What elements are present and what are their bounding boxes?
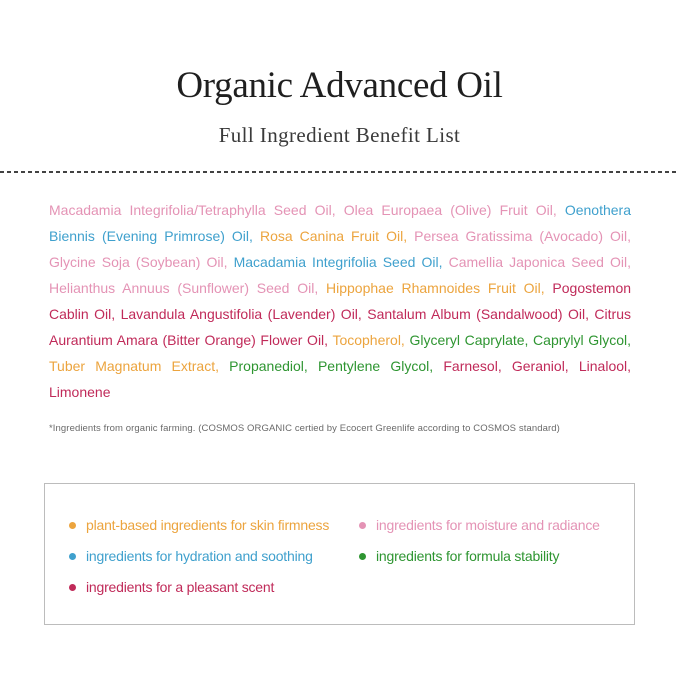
legend-dot-icon <box>69 553 76 560</box>
legend-dot-icon <box>69 584 76 591</box>
ingredient-segment: Persea Gratissima (Avocado) Oil, Glycine Soja (Soybean) Oil, <box>49 228 632 270</box>
page-title: Organic Advanced Oil <box>176 65 503 106</box>
page-subtitle: Full Ingredient Benefit List <box>218 123 461 147</box>
organic-farming-footnote: *Ingredients from organic farming. (COSMOS ORGANIC certied by Ecocert Greenlife according to COSMOS standard) <box>49 423 560 434</box>
ingredient-segment: Macadamia Integrifolia/Tetraphylla Seed Oil, Olea Europaea (Olive) Fruit Oil, <box>49 202 557 218</box>
ingredient-segment: Macadamia Integrifolia Seed Oil, <box>233 254 443 270</box>
legend-item <box>69 516 359 534</box>
legend-dot-icon <box>359 553 366 560</box>
ingredient-segment: Rosa Canina Fruit Oil, <box>259 228 408 244</box>
legend-label: ingredients for formula stability <box>376 548 560 564</box>
legend-item <box>359 516 624 534</box>
ingredient-segment: Oenothera Biennis (Evening Primrose) Oil, <box>49 202 632 244</box>
ingredient-segment: Pogostemon Cablin Oil, Lavandula Angustifolia (Lavender) Oil, Santalum Album (Sandalwood) Oil, Citrus Aurantium Amara (Bitter Orange) Flower Oil, <box>49 280 632 348</box>
legend-item <box>69 547 359 565</box>
legend-label: ingredients for hydration and soothing <box>86 548 313 564</box>
legend-dot-icon <box>69 522 76 529</box>
legend-box <box>44 483 635 625</box>
legend-label: plant-based ingredients for skin firmness <box>86 517 330 533</box>
ingredients-paragraph <box>49 197 631 405</box>
dashed-divider <box>0 171 679 173</box>
legend-dot-icon <box>359 522 366 529</box>
ingredient-segment: Propanediol, Pentylene Glycol, <box>229 358 434 374</box>
ingredient-segment: Hippophae Rhamnoides Fruit Oil, <box>326 280 545 296</box>
ingredient-segment: Camellia Japonica Seed Oil, Helianthus Annuus (Sunflower) Seed Oil, <box>49 254 632 296</box>
ingredient-segment: Tuber Magnatum Extract, <box>49 358 219 374</box>
ingredient-segment: Tocopherol, <box>332 332 405 348</box>
legend-label: ingredients for a pleasant scent <box>86 579 275 595</box>
legend-item <box>359 547 624 565</box>
ingredient-segment: Farnesol, Geraniol, Linalool, Limonene <box>49 358 632 400</box>
ingredient-segment: Glyceryl Caprylate, Caprylyl Glycol, <box>409 332 632 348</box>
legend-item <box>69 578 359 596</box>
legend-grid <box>69 516 624 596</box>
legend-label: ingredients for moisture and radiance <box>376 517 600 533</box>
